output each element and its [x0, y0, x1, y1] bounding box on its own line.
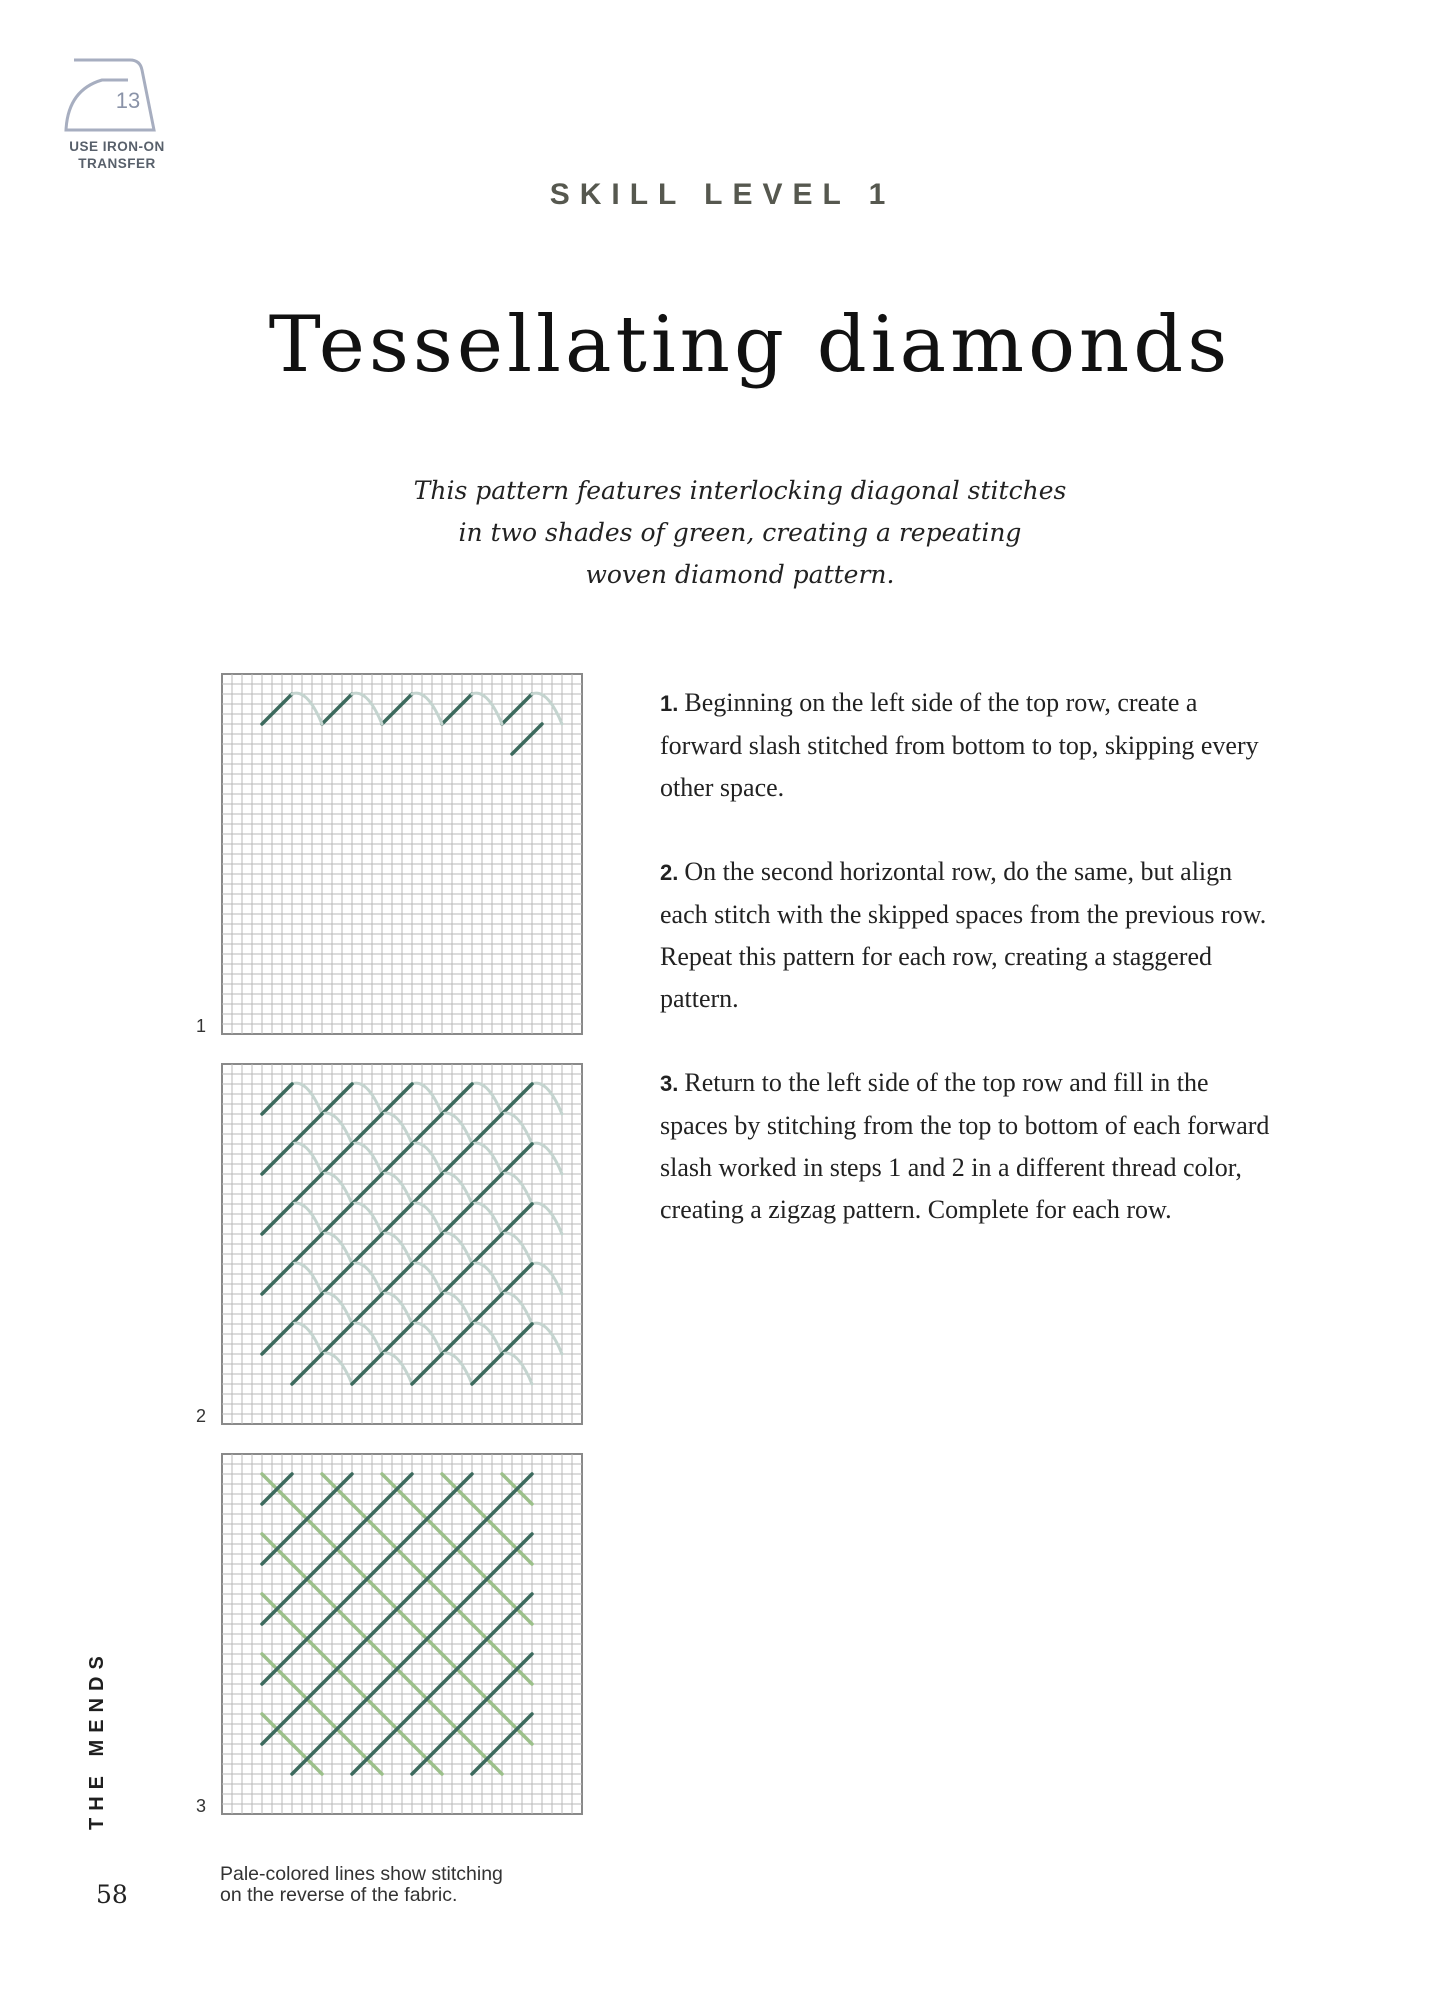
iron-on-transfer-badge — [52, 56, 182, 176]
step-text: Return to the left side of the top row and fill in the spaces by stitching from the top to bottom of each forward slash worked in steps 1 and 2 in a different thread color, creating a zigzag pattern. Complete for each row. — [660, 1068, 1270, 1224]
stitch-diagram-3 — [220, 1452, 585, 1817]
iron-on-caption — [52, 138, 182, 172]
instruction-steps — [660, 682, 1280, 1273]
iron-caption-line1: USE IRON-ON — [69, 139, 165, 154]
stitch-grid-1 — [220, 672, 585, 1037]
intro-line-2: in two shades of green, creating a repeating — [458, 518, 1022, 547]
page-number: 58 — [96, 1880, 128, 1909]
caption-line-2: on the reverse of the fabric. — [220, 1884, 458, 1906]
intro-line-1: This pattern features interlocking diagonal stitches — [413, 476, 1067, 505]
stitch-grid-3 — [220, 1452, 585, 1817]
intro-line-3: woven diamond pattern. — [585, 560, 895, 589]
skill-level-heading: SKILL LEVEL 1 — [549, 178, 896, 211]
step-text: On the second horizontal row, do the same, but align each stitch with the skipped spaces from the previous row. Repeat this pattern for each row, creating a staggered pattern. — [660, 857, 1267, 1013]
stitch-diagram-1 — [220, 672, 585, 1037]
diagram-label-1: 1 — [196, 1016, 207, 1036]
running-head: THE MENDS — [86, 1649, 108, 1830]
diagram-label-3: 3 — [196, 1796, 207, 1816]
diagram-label-2: 2 — [196, 1406, 207, 1426]
step-text: Beginning on the left side of the top row, create a forward slash stitched from bottom to top, skipping every other space. — [660, 688, 1259, 802]
intro-text — [360, 470, 1120, 596]
step-number: 3. — [660, 1071, 679, 1096]
iron-caption-line2: TRANSFER — [78, 156, 156, 171]
step-number: 2. — [660, 860, 679, 885]
step-number: 1. — [660, 691, 679, 716]
step-1 — [660, 682, 1280, 809]
caption-line-1: Pale-colored lines show stitching — [220, 1863, 503, 1885]
page-title: Tessellating diamonds — [268, 300, 1232, 390]
step-2 — [660, 851, 1280, 1020]
diagram-caption — [220, 1864, 620, 1906]
stitch-grid-2 — [220, 1062, 585, 1427]
step-3 — [660, 1062, 1280, 1231]
stitch-diagram-2 — [220, 1062, 585, 1427]
transfer-number: 13 — [115, 88, 141, 113]
